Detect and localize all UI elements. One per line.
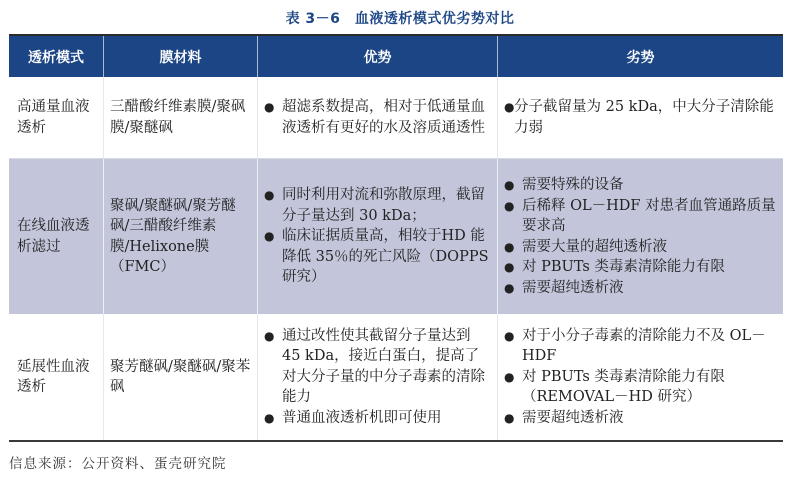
header-mode: 透析模式: [28, 49, 84, 66]
list-item: ● 超滤系数提高，相对于低通量血液透析有更好的水及溶质通透性: [264, 97, 491, 138]
list-item: ● 对 PBUTs 类毒素清除能力有限（REMOVAL－HD 研究）: [504, 367, 777, 408]
list-item: ● 需要超纯透析液: [504, 408, 777, 429]
cell-advantages: [257, 77, 497, 158]
list-item: ● 通过改性使其截留分子量达到 45 kDa，接近白蛋白，提高了对大分子量的中分子毒素的清除能力: [264, 326, 491, 408]
comparison-table: [9, 34, 783, 442]
header-advantages: 优势: [257, 36, 497, 77]
cell-disadvantages: [497, 77, 783, 158]
cell-mode: 延展性血液透析: [17, 358, 90, 395]
source-note: 信息来源：公开资料、蛋壳研究院: [9, 456, 227, 472]
cell-mode: 在线血液透析滤过: [17, 218, 90, 255]
list-item: ● 需要超纯透析液: [504, 278, 777, 299]
list-item: ● 需要特殊的设备: [504, 175, 777, 196]
cell-mode: 高通量血液透析: [17, 99, 90, 136]
list-item: ● 临床证据质量高，相较于HD 能降低 35％的死亡风险（DOPPS 研究）: [264, 226, 491, 288]
list-item: ● 普通血液透析机即可使用: [264, 408, 491, 429]
list-item: ● 后稀释 OL－HDF 对患者血管通路质量要求高: [504, 196, 777, 237]
table-row: [9, 77, 783, 159]
table-title: 表 3－6 血液透析模式优劣势对比: [285, 11, 515, 27]
cell-advantages: [257, 159, 497, 314]
table-row: [9, 159, 783, 314]
list-item: ● 需要大量的超纯透析液: [504, 237, 777, 258]
list-item: ● 对 PBUTs 类毒素清除能力有限: [504, 257, 777, 278]
cell-advantages: [257, 314, 497, 440]
header-membrane: 膜材料: [103, 36, 257, 77]
table-bottom-rule: [9, 440, 783, 442]
cell-disadvantages: [497, 314, 783, 440]
header-disadvantages: 劣势: [497, 36, 783, 77]
cell-membrane: 聚砜/聚醚砜/聚芳醚砜/三醋酸纤维素膜/Helixone膜（FMC）: [103, 159, 257, 314]
list-item: ● 对于小分子毒素的清除能力不及 OL－HDF: [504, 326, 777, 367]
list-item: ● 分子截留量为 25 kDa，中大分子清除能力弱: [504, 97, 777, 138]
cell-membrane: 三醋酸纤维素膜/聚砜膜/聚醚砜: [103, 77, 257, 158]
cell-disadvantages: [497, 159, 783, 314]
cell-membrane: 聚芳醚砜/聚醚砜/聚苯砜: [103, 314, 257, 440]
list-item: ● 同时利用对流和弥散原理，截留分子量达到 30 kDa；: [264, 185, 491, 226]
table-row: [9, 314, 783, 440]
table-header: [9, 36, 783, 77]
